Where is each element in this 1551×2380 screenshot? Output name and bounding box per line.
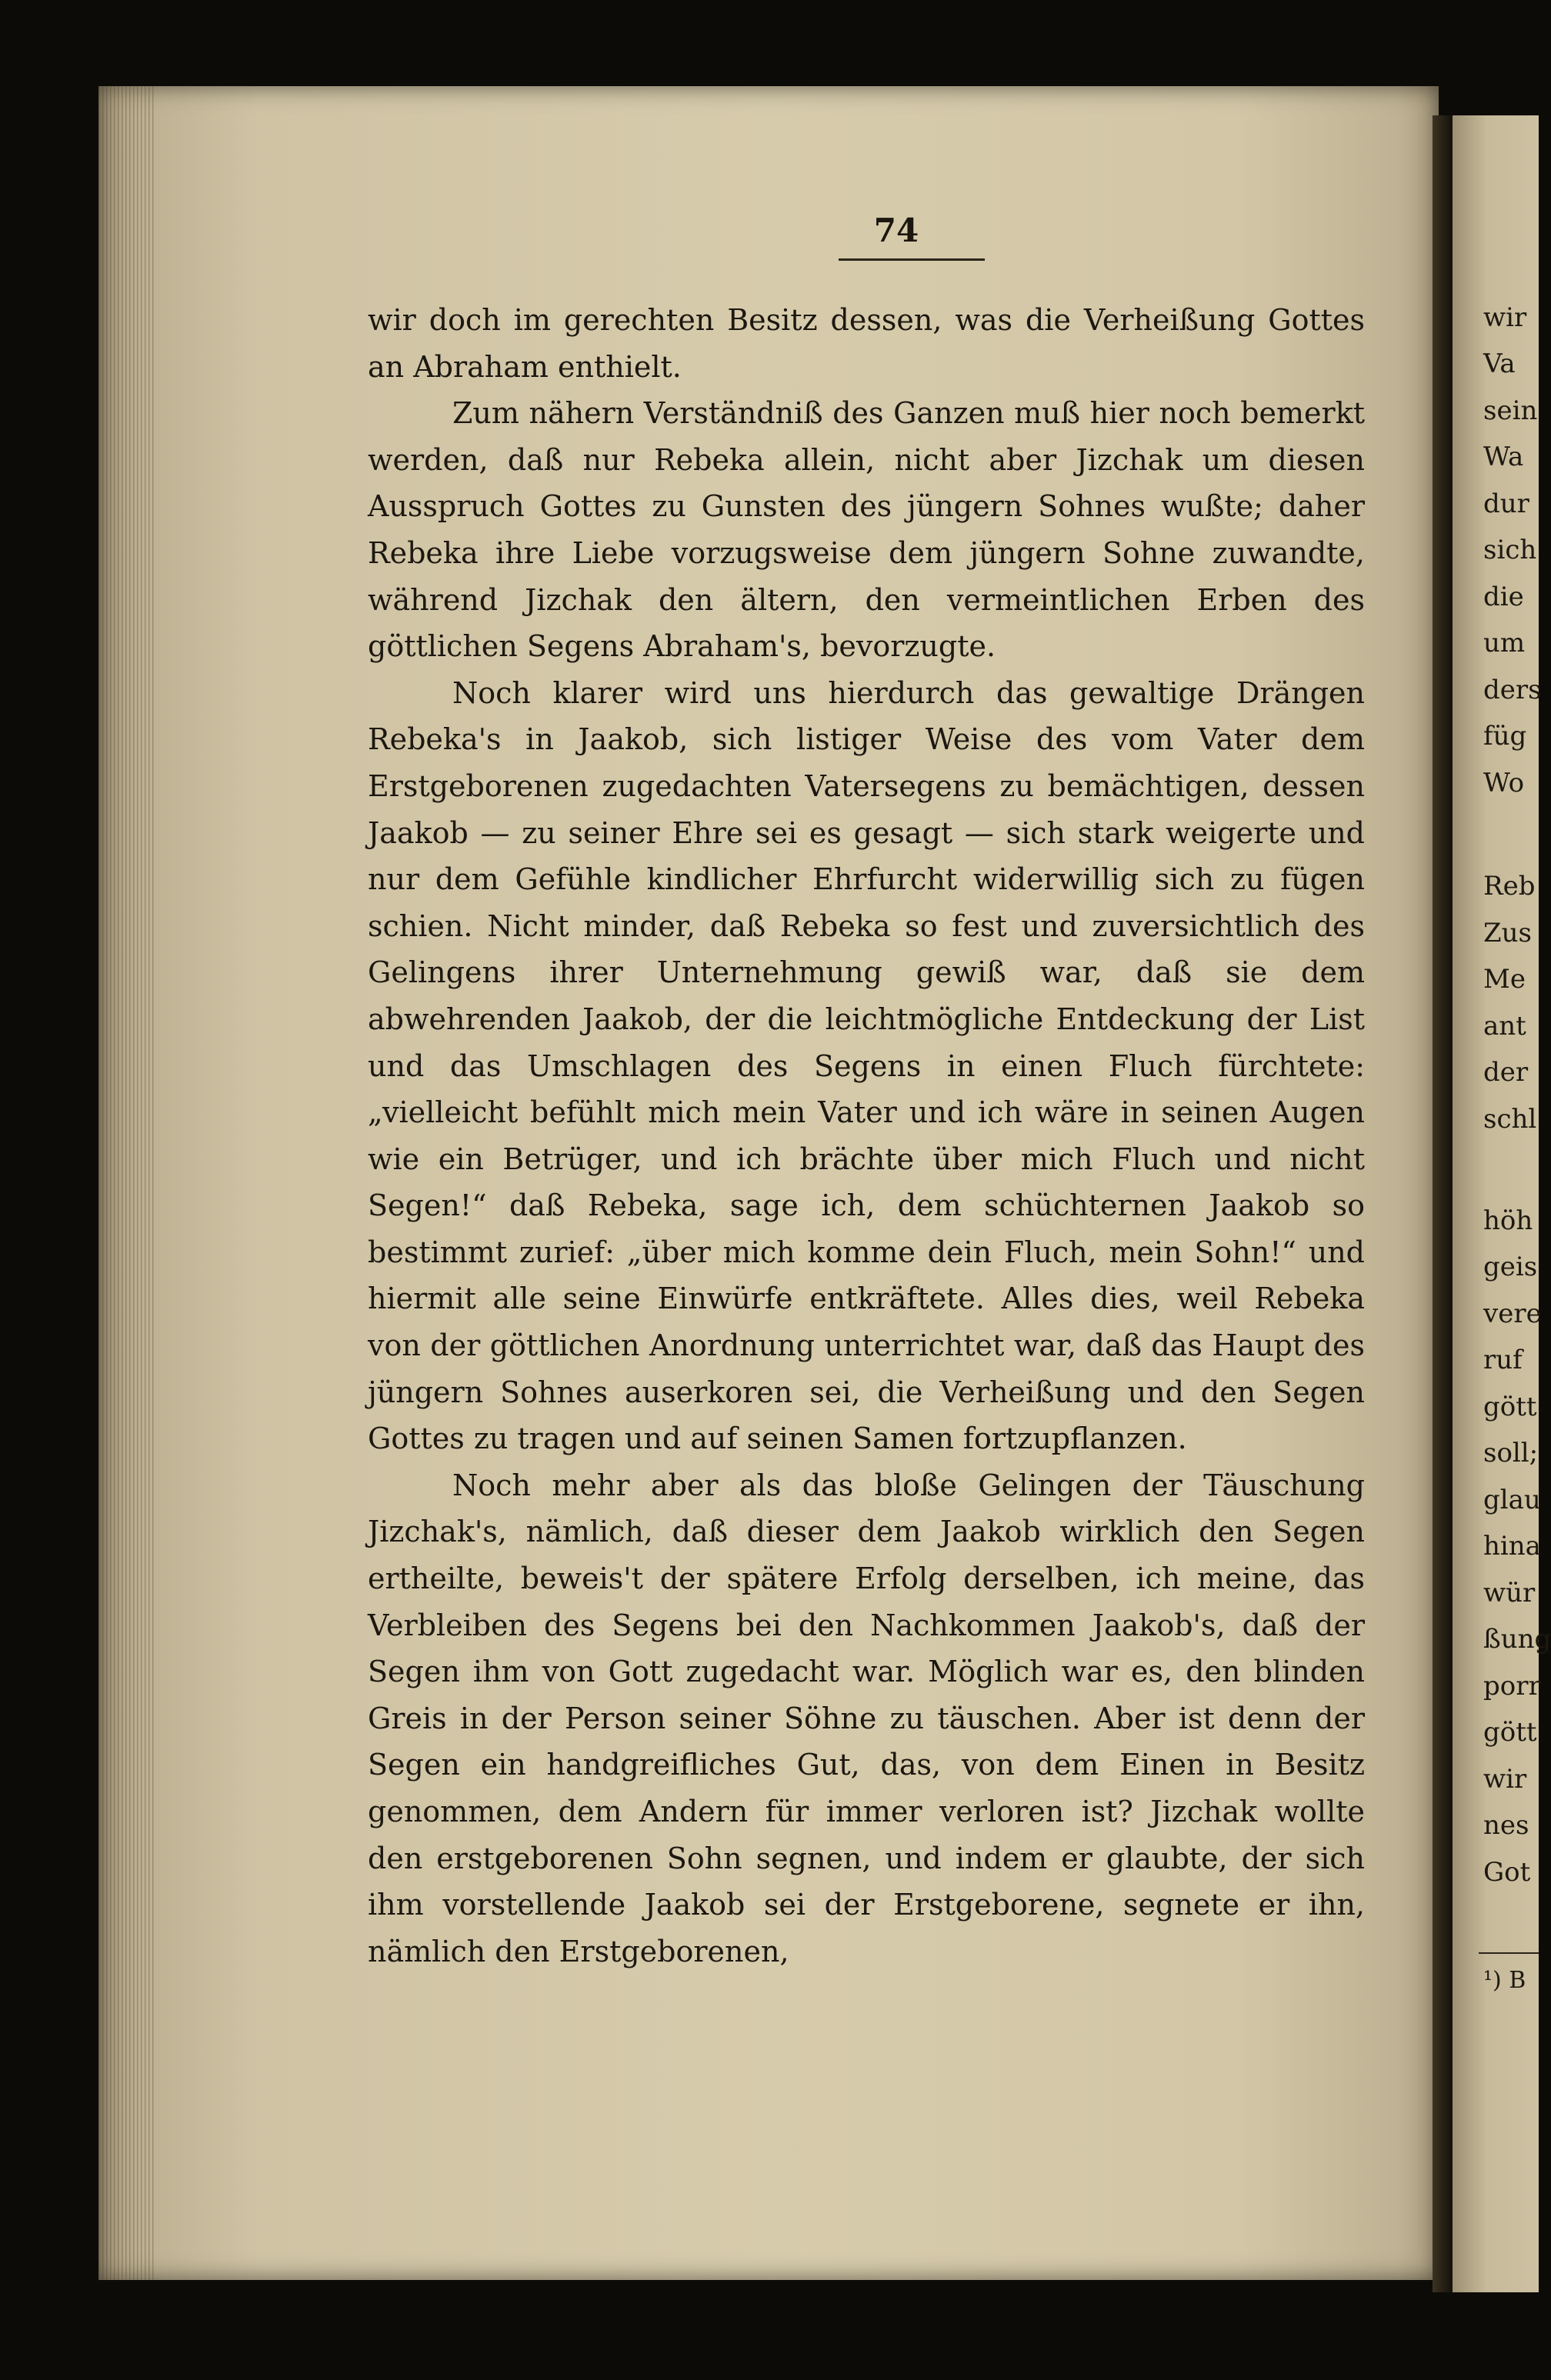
right-fragment: porr [1483, 1671, 1541, 1702]
right-fragment: sein [1483, 395, 1538, 426]
right-fragment: soll; [1483, 1438, 1539, 1468]
right-fragment: füg [1483, 721, 1527, 752]
book-gutter [1433, 115, 1453, 2292]
right-fragment: Me [1483, 964, 1526, 995]
right-fragment: Va [1483, 348, 1516, 379]
right-fragment: Wo [1483, 768, 1525, 798]
footnote-rule [1479, 1952, 1539, 1954]
right-fragment: schl [1483, 1104, 1537, 1135]
right-fragment: um [1483, 628, 1526, 658]
right-fragment: Got [1483, 1857, 1531, 1888]
body-text [368, 297, 1365, 1975]
right-fragment: ruf [1483, 1345, 1523, 1375]
right-fragment: Wa [1483, 442, 1524, 472]
right-fragment: gött [1483, 1717, 1537, 1748]
right-fragment: Zus [1483, 918, 1532, 948]
right-fragment: hina [1483, 1531, 1541, 1562]
header-rule [839, 258, 985, 261]
right-footnote: ¹) B [1483, 1967, 1526, 1994]
paragraph-3: Noch klarer wird uns hierdurch das gewaltige Drängen Rebeka's in Jaakob, sich listiger Weise des vom Vater dem Erstgeborenen zugedachten Vatersegens zu bemächtigen, dessen Jaakob — zu seiner Ehre sei es gesagt — sich stark weigerte und nur dem Gefühle kindlicher Ehrfurcht widerwillig sich zu fügen schien. Nicht minder, daß Rebeka so fest und zuversichtlich des Gelingens ihrer Unternehmung gewiß war, daß sie dem abwehrenden Jaakob, der die leichtmögliche Entdeckung der List und das Umschlagen des Segens in einen Fluch fürchtete: „vielleicht befühlt mich mein Vater und ich wäre in seinen Augen wie ein Betrüger, und ich brächte über mich Fluch und nicht Segen!“ daß Rebeka, sage ich, dem schüchternen Jaakob so bestimmt zurief: „über mich komme dein Fluch, mein Sohn!“ und hiermit alle seine Einwürfe entkräftete. Alles dies, weil Rebeka von der göttlichen Anordnung unterrichtet war, daß das Haupt des jüngern Sohnes auserkoren sei, die Verheißung und den Segen Gottes zu tragen und auf seinen Samen fortzupflanzen. [368, 675, 1365, 1456]
right-fragment: ßung [1483, 1624, 1551, 1655]
right-fragment: ant [1483, 1011, 1526, 1042]
paragraph-2: Zum nähern Verständniß des Ganzen muß hier noch bemerkt werden, daß nur Rebeka allein, nicht aber Jizchak um diesen Ausspruch Gottes zu Gunsten des jüngern Sohnes wußte; daher Rebeka ihre Liebe vorzugsweise dem jüngern Sohne zuwandte, während Jizchak den ältern, den vermeintlichen Erben des göttlichen Segens Abraham's, bevorzugte. [368, 396, 1365, 664]
right-page [1453, 115, 1551, 2292]
page-number: 74 [873, 212, 919, 249]
right-fragment: Reb [1483, 871, 1536, 902]
right-fragment: wir [1483, 302, 1527, 333]
right-fragment: nes [1483, 1810, 1529, 1841]
right-fragment: vere [1483, 1298, 1542, 1329]
right-fragment: ders [1483, 675, 1542, 705]
right-fragment: höh [1483, 1205, 1533, 1236]
right-fragment: wür [1483, 1578, 1536, 1608]
right-fragment: die [1483, 582, 1524, 612]
right-fragment: der [1483, 1057, 1529, 1088]
right-fragment: dur [1483, 488, 1529, 519]
right-fragment: gött [1483, 1392, 1537, 1422]
right-fragment: glau [1483, 1485, 1541, 1515]
paragraph-1: wir doch im gerechten Besitz dessen, was die Verheißung Gottes an Abraham enthielt. [368, 303, 1365, 384]
page-edges [98, 86, 154, 2280]
right-fragment: wir [1483, 1764, 1527, 1795]
right-fragment: sich [1483, 535, 1537, 565]
right-fragment: geis [1483, 1252, 1538, 1282]
paragraph-4: Noch mehr aber als das bloße Gelingen der Täuschung Jizchak's, nämlich, daß dieser dem Jaakob wirklich den Segen ertheilte, beweis't der spätere Erfolg derselben, ich meine, das Verbleiben des Segens bei den Nachkommen Jaakob's, daß der Segen ihm von Gott zugedacht war. Möglich war es, den blinden Greis in der Person seiner Söhne zu täuschen. Aber ist denn der Segen ein handgreifliches Gut, das, von dem Einen in Besitz genommen, dem Andern für immer verloren ist? Jizchak wollte den erstgeborenen Sohn segnen, und indem er glaubte, der sich ihm vorstellende Jaakob sei der Erstgeborene, segnete er ihn, nämlich den Erstgeborenen, [368, 1468, 1365, 1968]
